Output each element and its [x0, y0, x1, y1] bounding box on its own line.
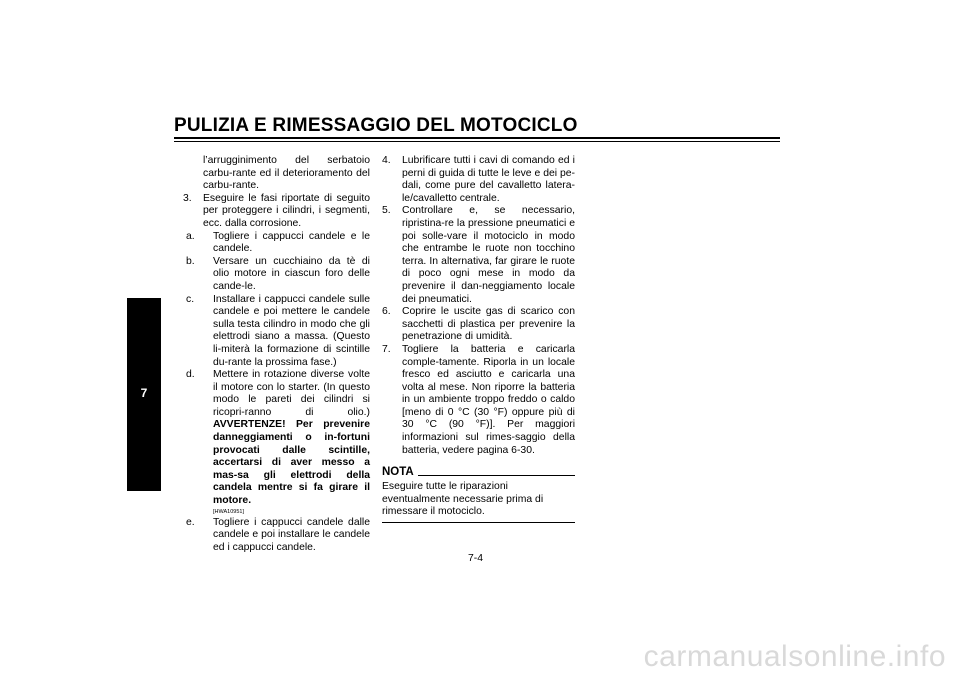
sub-text: Installare i cappucci candele sulle candele e poi mettere le candele sulla testa cilindro in modo che gli elettrodi siano a massa. (Questo li-miterà la formazione di scintille du-rante la prossima fase.) — [213, 293, 370, 368]
chapter-tab — [127, 298, 161, 491]
left-column — [183, 155, 370, 554]
list-text: Controllare e, se necessario, ripristina-re la pressione pneumatici e poi solle-vare il motociclo in modo che entrambe le ruote non tocchino terra. In alternativa, far girare le ruote di poco ogni mese in modo da prevenire il dan-neggiamento locale dei pneumatici. — [402, 205, 575, 305]
sub-item-e — [183, 517, 370, 555]
watermark: carmanualsonline.info — [643, 640, 946, 673]
list-number: 3. — [183, 192, 192, 204]
sub-label: d. — [186, 369, 195, 381]
note-text: Eseguire tutte le riparazioni eventualmente necessarie prima di rimessare il motociclo. — [382, 481, 544, 518]
sub-item-c — [183, 294, 370, 370]
list-text: Coprire le uscite gas di scarico con sacchetti di plastica per prevenire la penetrazione di umidità. — [402, 306, 575, 343]
list-number: 5. — [382, 205, 391, 217]
list-item-3 — [183, 193, 370, 231]
note-end-rule — [382, 522, 575, 523]
sub-label: b. — [186, 255, 195, 267]
chapter-number: 7 — [140, 386, 148, 400]
title-rule-thin — [174, 141, 780, 142]
sub-text — [213, 369, 370, 508]
right-column — [382, 155, 575, 523]
list-item-7 — [382, 344, 575, 457]
warning-text: AVVERTENZE! Per prevenire danneggiamenti o in-fortuni provocati dalle scintille, accertarsi di aver messo a mas-sa gli elettrodi della candela mentre si fa girare il motore. — [213, 419, 370, 507]
note-label: NOTA — [382, 466, 414, 479]
note-header — [382, 466, 575, 479]
sub-label: e. — [186, 516, 195, 528]
list-text: Eseguire le fasi riportate di seguito per proteggere i cilindri, i segmenti, ecc. dalla corrosione. — [203, 192, 370, 229]
note-rule — [418, 475, 575, 476]
sub-label: c. — [186, 293, 195, 305]
list-number: 7. — [382, 343, 391, 355]
page-title: PULIZIA E RIMESSAGGIO DEL MOTOCICLO — [174, 115, 578, 136]
sub-item-b — [183, 256, 370, 294]
list-text: Togliere la batteria e caricarla comple-tamente. Riporla in un locale fresco ed asciutto e caricarla una volta al mese. Non riporre la batteria in un ambiente troppo freddo o caldo [meno di 0 °C (30 °F) oppure più di 30 °C (90 °F)]. Per maggiori informazioni sul rimes-saggio della batteria, vedere pagina 6-30. — [402, 343, 575, 456]
sub-label: a. — [186, 230, 195, 242]
list-item-4 — [382, 155, 575, 205]
sub-text: Togliere i cappucci candele e le candele. — [213, 230, 370, 255]
sub-item-a — [183, 231, 370, 256]
list-item-6 — [382, 306, 575, 344]
sub-text: Versare un cucchiaino da tè di olio motore in ciascun foro delle cande-le. — [213, 255, 370, 292]
continuation-paragraph: l’arrugginimento del serbatoio carbu-rante ed il deterioramento del carbu-rante. — [203, 155, 370, 192]
sub-text: Togliere i cappucci candele dalle candele e poi installare le candele ed i cappucci candele. — [213, 516, 370, 553]
list-number: 6. — [382, 306, 391, 318]
list-item-5 — [382, 205, 575, 306]
sub-item-d — [183, 369, 370, 508]
warning-code: [HWA10951] — [213, 508, 244, 515]
list-number: 4. — [382, 155, 391, 166]
sub-text-main: Mettere in rotazione diverse volte il motore con lo starter. (In questo modo le pareti dei cilindri si ricopri-ranno di olio.) — [213, 369, 370, 418]
title-rule-thick — [174, 137, 780, 139]
page-number: 7-4 — [468, 553, 484, 564]
list-text: Lubrificare tutti i cavi di comando ed i perni di guida di tutte le leve e dei pe-dali, come pure del cavalletto latera-le/cavalletto centrale. — [402, 155, 575, 204]
